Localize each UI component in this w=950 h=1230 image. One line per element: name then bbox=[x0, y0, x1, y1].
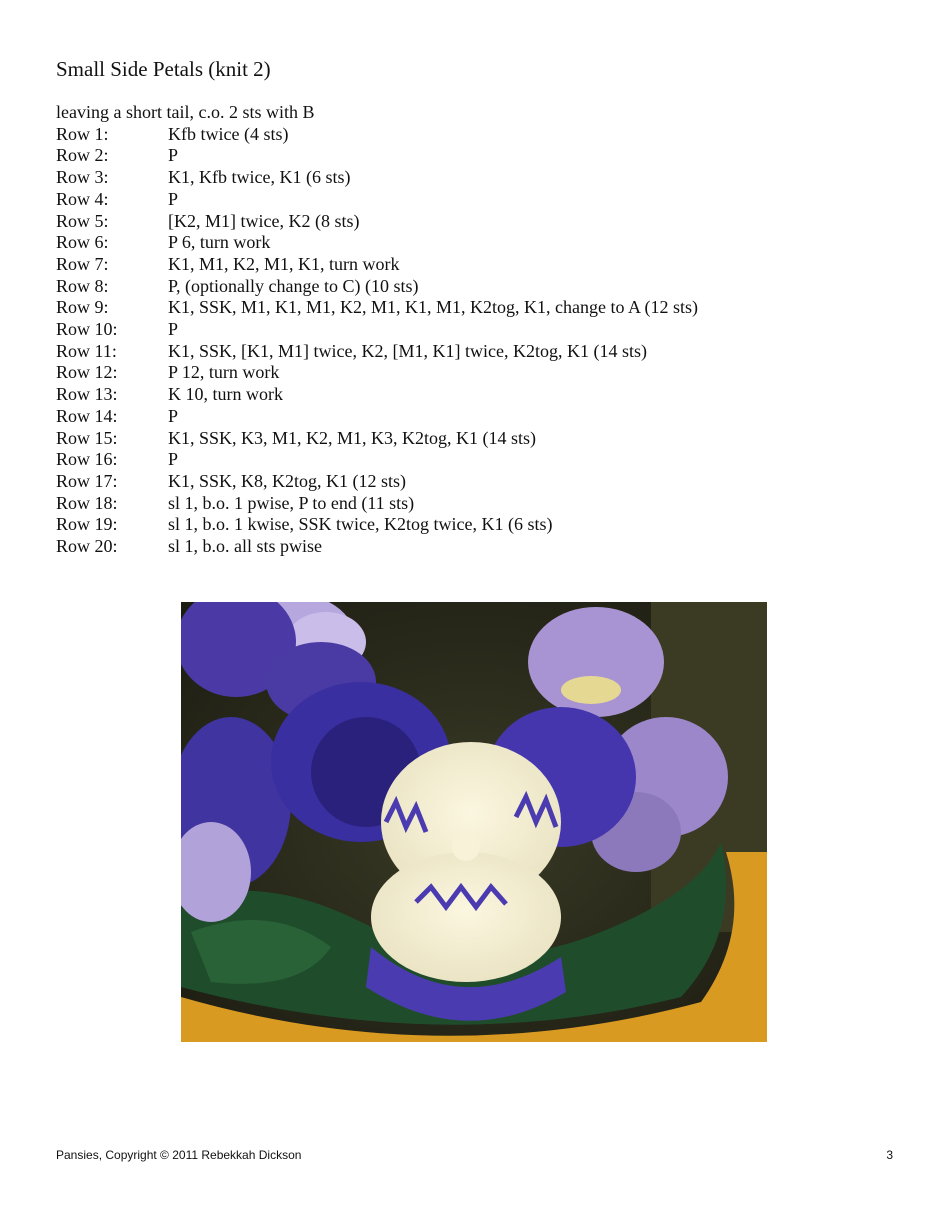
pattern-row bbox=[56, 493, 698, 515]
row-instruction: K1, SSK, K3, M1, K2, M1, K3, K2tog, K1 (14 sts) bbox=[168, 427, 537, 448]
pattern-rows bbox=[56, 124, 698, 558]
row-label: Row 8: bbox=[56, 275, 109, 296]
intro-line: leaving a short tail, c.o. 2 sts with B bbox=[56, 102, 315, 122]
row-label: Row 5: bbox=[56, 210, 109, 231]
row-label: Row 14: bbox=[56, 405, 118, 426]
row-instruction: K1, M1, K2, M1, K1, turn work bbox=[168, 253, 400, 274]
knitted-pansy-photo bbox=[181, 602, 767, 1042]
row-label: Row 9: bbox=[56, 297, 109, 318]
row-label: Row 20: bbox=[56, 536, 118, 557]
pattern-row bbox=[56, 276, 698, 298]
row-label: Row 18: bbox=[56, 492, 118, 513]
row-instruction: P bbox=[168, 188, 179, 209]
row-label: Row 11: bbox=[56, 340, 117, 361]
row-label: Row 7: bbox=[56, 253, 109, 274]
row-label: Row 1: bbox=[56, 123, 109, 144]
row-instruction: sl 1, b.o. all sts pwise bbox=[168, 536, 323, 557]
row-label: Row 4: bbox=[56, 188, 109, 209]
pattern-row bbox=[56, 232, 698, 254]
row-label: Row 3: bbox=[56, 167, 109, 188]
pattern-row bbox=[56, 124, 698, 146]
pattern-row bbox=[56, 211, 698, 233]
row-instruction: P 6, turn work bbox=[168, 232, 271, 253]
row-instruction: K1, SSK, M1, K1, M1, K2, M1, K1, M1, K2tog, K1, change to A (12 sts) bbox=[168, 297, 699, 318]
pattern-row bbox=[56, 384, 698, 406]
row-label: Row 15: bbox=[56, 427, 118, 448]
row-label: Row 12: bbox=[56, 362, 118, 383]
row-instruction: K 10, turn work bbox=[168, 384, 283, 405]
row-instruction: K1, Kfb twice, K1 (6 sts) bbox=[168, 167, 351, 188]
row-label: Row 16: bbox=[56, 449, 118, 470]
row-label: Row 6: bbox=[56, 232, 109, 253]
row-instruction: [K2, M1] twice, K2 (8 sts) bbox=[168, 210, 360, 231]
pattern-row bbox=[56, 341, 698, 363]
row-instruction: K1, SSK, [K1, M1] twice, K2, [M1, K1] twice, K2tog, K1 (14 sts) bbox=[168, 340, 647, 361]
row-label: Row 17: bbox=[56, 470, 118, 491]
row-instruction: sl 1, b.o. 1 pwise, P to end (11 sts) bbox=[168, 492, 415, 513]
row-label: Row 13: bbox=[56, 384, 118, 405]
pattern-row bbox=[56, 406, 698, 428]
footer-copyright: Pansies, Copyright © 2011 Rebekkah Dickson bbox=[56, 1148, 302, 1162]
row-instruction: P 12, turn work bbox=[168, 362, 280, 383]
page-number: 3 bbox=[886, 1148, 893, 1162]
row-instruction: P bbox=[168, 145, 179, 166]
row-instruction: Kfb twice (4 sts) bbox=[168, 123, 289, 144]
row-instruction: P, (optionally change to C) (10 sts) bbox=[168, 275, 419, 296]
row-instruction: P bbox=[168, 319, 179, 340]
row-label: Row 19: bbox=[56, 514, 118, 535]
pattern-row bbox=[56, 145, 698, 167]
pattern-row bbox=[56, 428, 698, 450]
pattern-row bbox=[56, 189, 698, 211]
pattern-row bbox=[56, 536, 698, 558]
row-label: Row 2: bbox=[56, 145, 109, 166]
row-instruction: P bbox=[168, 405, 179, 426]
row-instruction: sl 1, b.o. 1 kwise, SSK twice, K2tog twice, K1 (6 sts) bbox=[168, 514, 553, 535]
section-heading: Small Side Petals (knit 2) bbox=[56, 57, 271, 81]
pattern-row bbox=[56, 449, 698, 471]
pattern-row bbox=[56, 297, 698, 319]
row-instruction: P bbox=[168, 449, 179, 470]
pattern-row bbox=[56, 514, 698, 536]
row-label: Row 10: bbox=[56, 319, 118, 340]
pattern-row bbox=[56, 362, 698, 384]
row-instruction: K1, SSK, K8, K2tog, K1 (12 sts) bbox=[168, 470, 407, 491]
pattern-row bbox=[56, 471, 698, 493]
pattern-row bbox=[56, 254, 698, 276]
pattern-row bbox=[56, 319, 698, 341]
pattern-row bbox=[56, 167, 698, 189]
